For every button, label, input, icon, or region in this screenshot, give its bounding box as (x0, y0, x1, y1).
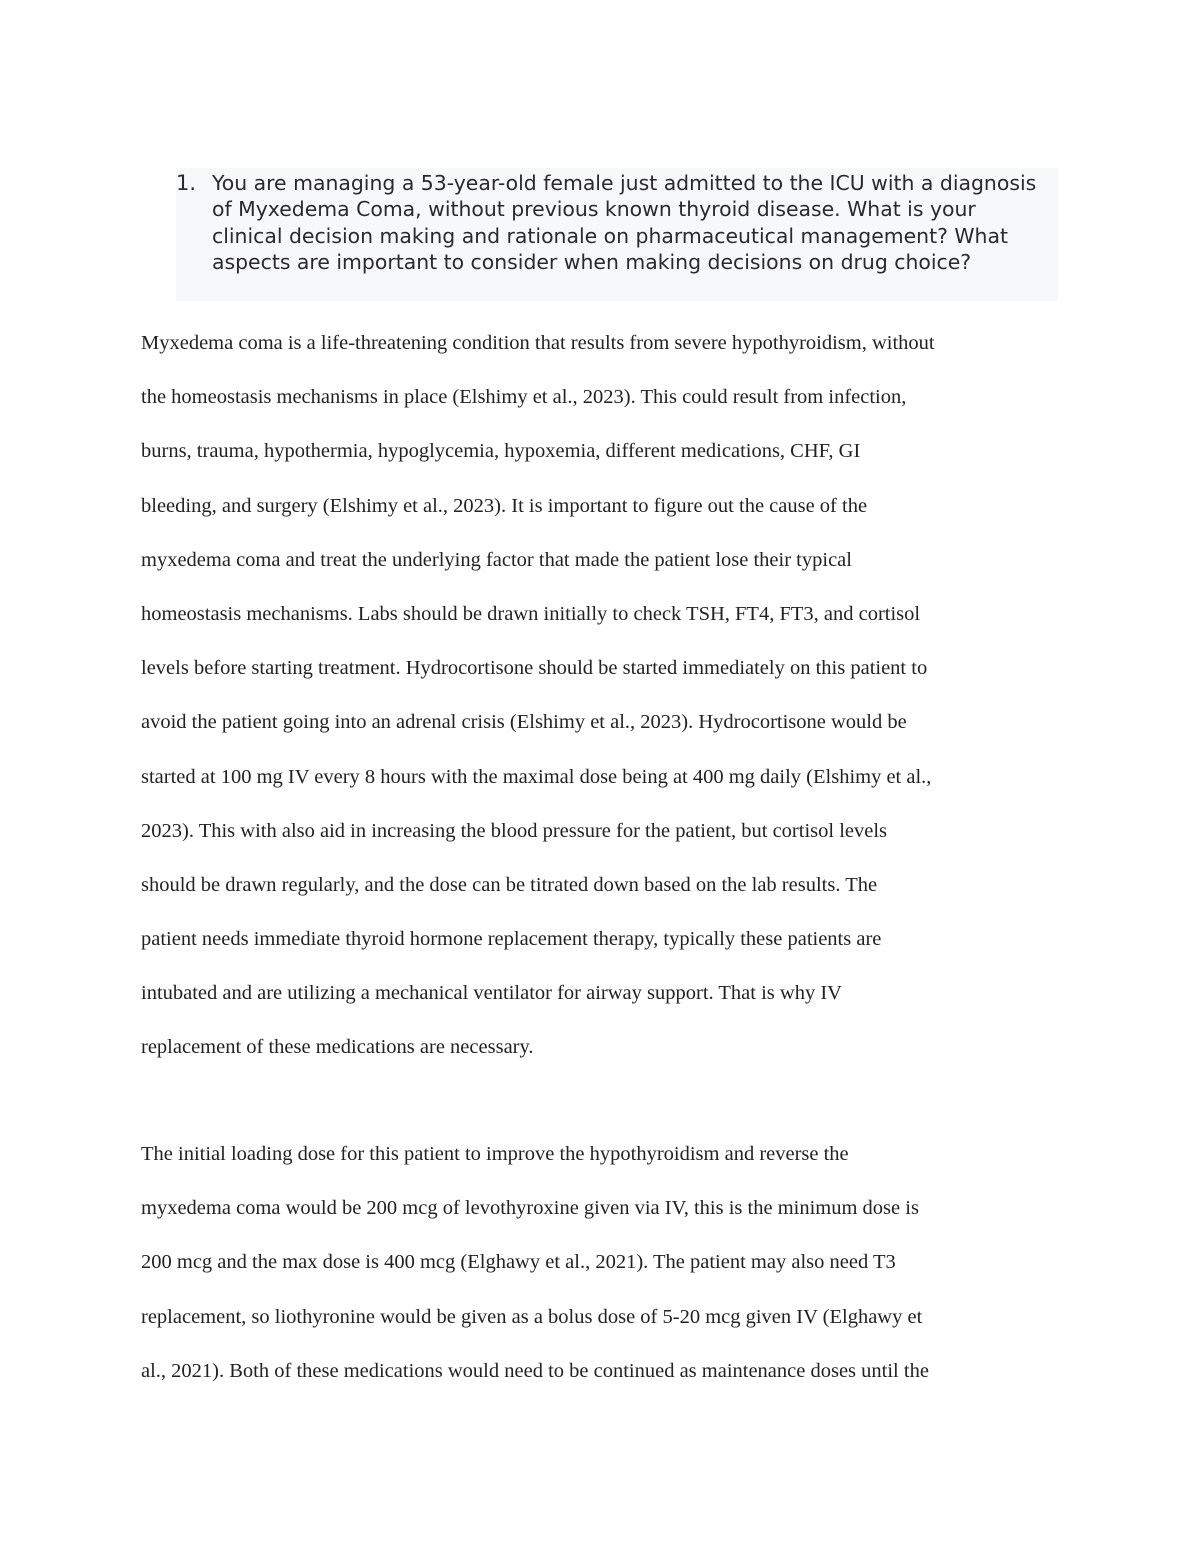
paragraph-line: al., 2021). Both of these medications would need to be continued as maintenance doses until the (141, 1359, 929, 1382)
paragraph-line: started at 100 mg IV every 8 hours with the maximal dose being at 400 mg daily (Elshimy et al., (141, 765, 932, 788)
paragraph-line: intubated and are utilizing a mechanical ventilator for airway support. That is why IV (141, 982, 842, 1005)
paragraph-line: the homeostasis mechanisms in place (Elshimy et al., 2023). This could result from infection, (141, 386, 907, 409)
paragraph-line: replacement of these medications are necessary. (141, 1036, 534, 1059)
paragraph-line: patient needs immediate thyroid hormone replacement therapy, typically these patients are (141, 928, 882, 951)
body-paragraph-1 (141, 316, 1061, 1075)
paragraph-line: homeostasis mechanisms. Labs should be drawn initially to check TSH, FT4, FT3, and cortisol (141, 602, 921, 625)
paragraph-line: bleeding, and surgery (Elshimy et al., 2023). It is important to figure out the cause of the (141, 494, 868, 517)
question-text: You are managing a 53-year-old female just admitted to the ICU with a diagnosis of Myxedema Coma, without previous known thyroid disease. What is your clinical decision making and rationale on pharmaceutical management? What aspects are important to consider when making decisions on drug choice? (212, 171, 1037, 274)
body-paragraph-2 (141, 1127, 1061, 1398)
question-number: 1. (176, 171, 197, 195)
paragraph-line: myxedema coma would be 200 mcg of levothyroxine given via IV, this is the minimum dose is (141, 1197, 919, 1220)
paragraph-line: should be drawn regularly, and the dose can be titrated down based on the lab results. The (141, 873, 878, 896)
paragraph-line: levels before starting treatment. Hydrocortisone should be started immediately on this patient to (141, 657, 928, 680)
paragraph-line: replacement, so liothyronine would be given as a bolus dose of 5-20 mcg given IV (Elghawy et (141, 1305, 923, 1328)
paragraph-line: The initial loading dose for this patient to improve the hypothyroidism and reverse the (141, 1143, 849, 1165)
question-block (176, 168, 1058, 301)
paragraph-line: Myxedema coma is a life-threatening condition that results from severe hypothyroidism, without (141, 332, 935, 354)
paragraph-line: myxedema coma and treat the underlying factor that made the patient lose their typical (141, 548, 852, 571)
paragraph-line: avoid the patient going into an adrenal crisis (Elshimy et al., 2023). Hydrocortisone would be (141, 711, 907, 734)
paragraph-line: 200 mcg and the max dose is 400 mcg (Elghawy et al., 2021). The patient may also need T3 (141, 1251, 896, 1274)
paragraph-line: 2023). This with also aid in increasing the blood pressure for the patient, but cortisol levels (141, 819, 888, 842)
paragraph-line: burns, trauma, hypothermia, hypoglycemia, hypoxemia, different medications, CHF, GI (141, 440, 861, 463)
